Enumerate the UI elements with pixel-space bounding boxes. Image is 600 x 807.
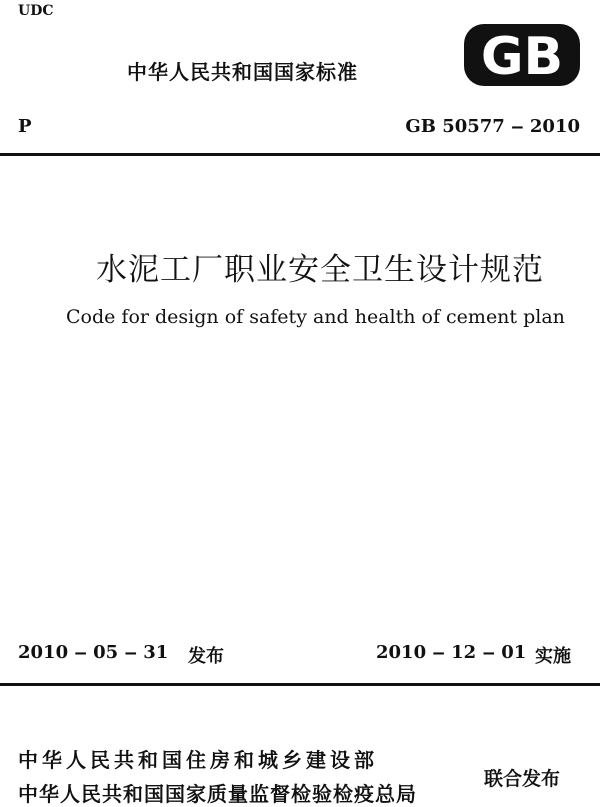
implement-label: 实施: [535, 646, 571, 667]
joint-issue-label: 联合发布: [484, 768, 561, 790]
implement-date: 2010 ‒ 12 ‒ 01: [376, 642, 527, 663]
document-title-en: Code for design of safety and health of cement plan: [66, 306, 565, 328]
classification-code: P: [18, 116, 32, 137]
gb-logo: [462, 20, 582, 90]
document-title-zh: 水泥工厂职业安全卫生设计规范: [96, 252, 544, 288]
issue-date: 2010 ‒ 05 ‒ 31: [18, 642, 169, 663]
udc-label: UDC: [18, 3, 54, 19]
standard-number: GB 50577 ‒ 2010: [405, 116, 580, 137]
issuer-ministry-housing: 中华人民共和国住房和城乡建设部: [18, 748, 378, 772]
issue-label: 发布: [188, 646, 224, 667]
standard-type: 中华人民共和国国家标准: [127, 60, 358, 84]
issuer-quality-inspection: 中华人民共和国国家质量监督检验检疫总局: [18, 782, 417, 806]
bottom-divider: [0, 683, 600, 686]
top-divider: [0, 153, 600, 156]
svg-text:GB: GB: [480, 27, 564, 87]
